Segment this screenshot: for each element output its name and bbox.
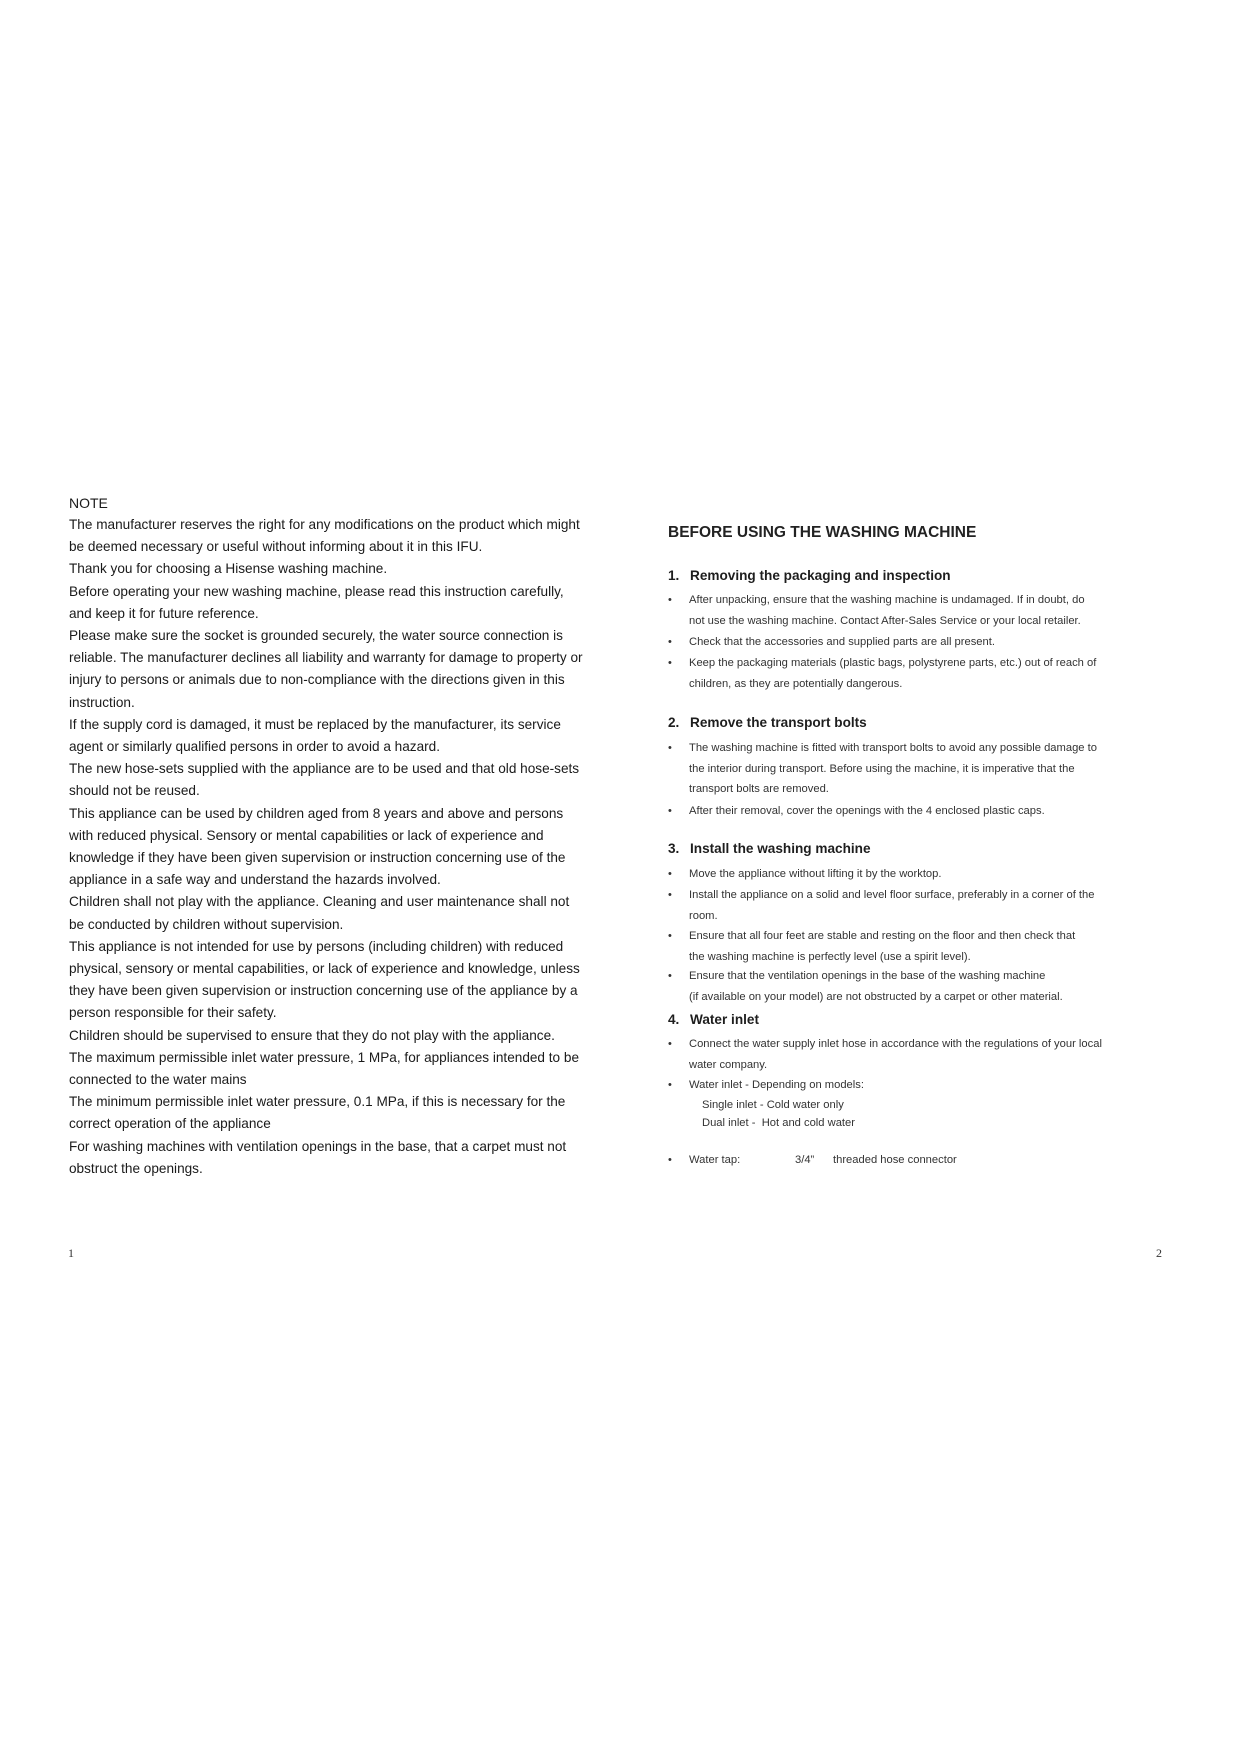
note-line: The minimum permissible inlet water pressure, 0.1 MPa, if this is necessary for the	[69, 1094, 566, 1110]
section-3-heading	[668, 841, 871, 856]
note-line: physical, sensory or mental capabilities, or lack of experience and knowledge, unless	[69, 961, 580, 977]
section-1-bullet-3: • Keep the packaging materials (plastic bags, polystyrene parts, etc.) out of reach of children, as they are potentially dangerous.	[668, 653, 1208, 694]
bullet-icon: •	[668, 657, 672, 669]
section-1-number: 1.	[668, 568, 680, 583]
section-4-bullet-2: • Water inlet - Depending on models: Single inlet - Cold water only Dual inlet - Hot and cold water	[668, 1075, 1208, 1132]
bullet-icon: •	[668, 930, 672, 942]
section-3-bullet-4: • Ensure that the ventilation openings in the base of the washing machine (if available on your model) are not obstructed by a carpet or other material.	[668, 966, 1208, 1007]
water-tap-size: 3/4”	[795, 1154, 815, 1166]
note-line: For washing machines with ventilation openings in the base, that a carpet must not	[69, 1138, 567, 1154]
note-line: This appliance is not intended for use by persons (including children) with reduced	[69, 938, 564, 954]
note-line: The manufacturer reserves the right for any modifications on the product which might	[69, 517, 580, 532]
note-line: reliable. The manufacturer declines all liability and warranty for damage to property or	[69, 650, 583, 666]
section-3-bullet-1: • Move the appliance without lifting it by the worktop.	[668, 864, 1208, 885]
section-2-bullet-1: • The washing machine is fitted with transport bolts to avoid any possible damage to the interior during transport. Before using the machine, it is imperative that the transport bolts are removed.	[668, 738, 1208, 800]
single-inlet-row: Single inlet - Cold water only	[702, 1098, 844, 1111]
page-number-left: 1	[68, 1246, 74, 1260]
note-line: be conducted by children without supervision.	[69, 916, 344, 932]
water-tap-connector: threaded hose connector	[833, 1154, 957, 1166]
note-line: appliance in a safe way and understand the hazards involved.	[69, 872, 441, 888]
bullet-icon: •	[668, 1038, 672, 1050]
bullet-icon: •	[668, 868, 672, 880]
bullet-icon: •	[668, 889, 672, 901]
section-4-heading	[668, 1012, 759, 1027]
note-line: should not be reused.	[69, 783, 200, 799]
section-2-title: Remove the transport bolts	[690, 715, 867, 730]
note-line: knowledge if they have been given supervision or instruction concerning use of the	[69, 850, 566, 866]
note-body	[69, 514, 609, 1180]
bullet-icon: •	[668, 970, 672, 982]
note-line: Before operating your new washing machine, please read this instruction carefully,	[69, 583, 564, 599]
note-line: Children should be supervised to ensure that they do not play with the appliance.	[69, 1027, 555, 1043]
section-1-heading	[668, 568, 951, 583]
section-3-number: 3.	[668, 841, 680, 856]
note-line: person responsible for their safety.	[69, 1005, 277, 1021]
section-3-bullet-2: • Install the appliance on a solid and level floor surface, preferably in a corner of the room.	[668, 885, 1208, 926]
note-line: This appliance can be used by children aged from 8 years and above and persons	[69, 805, 564, 821]
water-tap-label: Water tap:	[689, 1154, 741, 1166]
note-line: The new hose-sets supplied with the appliance are to be used and that old hose-sets	[69, 761, 580, 777]
section-2-bullet-2: • After their removal, cover the openings with the 4 enclosed plastic caps.	[668, 801, 1208, 822]
left-page	[69, 492, 609, 1180]
note-line: they have been given supervision or instruction concerning use of the appliance by a	[69, 983, 578, 999]
section-4-bullet-3	[668, 1150, 1208, 1171]
page-title: BEFORE USING THE WASHING MACHINE	[668, 524, 977, 541]
dual-inlet-row: Dual inlet - Hot and cold water	[702, 1116, 855, 1129]
bullet-icon: •	[668, 636, 672, 648]
note-line: correct operation of the appliance	[69, 1116, 271, 1132]
section-4-bullet-1: • Connect the water supply inlet hose in accordance with the regulations of your local water company.	[668, 1034, 1208, 1075]
section-2-number: 2.	[668, 715, 680, 730]
note-line: Children shall not play with the appliance. Cleaning and user maintenance shall not	[69, 894, 570, 910]
section-1-title: Removing the packaging and inspection	[690, 568, 951, 583]
section-1-bullet-2: • Check that the accessories and supplied parts are all present.	[668, 632, 1208, 653]
section-3-title: Install the washing machine	[690, 841, 871, 856]
note-line: connected to the water mains	[69, 1072, 247, 1088]
section-4-number: 4.	[668, 1012, 680, 1027]
note-line: instruction.	[69, 694, 135, 710]
section-4-title: Water inlet	[690, 1012, 759, 1027]
bullet-icon: •	[668, 742, 672, 754]
section-2-heading	[668, 715, 867, 730]
note-line: Thank you for choosing a Hisense washing machine.	[69, 561, 388, 577]
note-title: NOTE	[69, 495, 108, 511]
note-line: Please make sure the socket is grounded securely, the water source connection is	[69, 628, 563, 644]
note-line: injury to persons or animals due to non-compliance with the directions given in this	[69, 672, 565, 688]
note-line: and keep it for future reference.	[69, 605, 259, 621]
bullet-icon: •	[668, 1079, 672, 1091]
note-line: The maximum permissible inlet water pressure, 1 MPa, for appliances intended to be	[69, 1049, 580, 1065]
note-line: If the supply cord is damaged, it must be replaced by the manufacturer, its service	[69, 716, 561, 732]
right-page	[668, 524, 1208, 1166]
bullet-icon: •	[668, 594, 672, 606]
bullet-icon: •	[668, 1154, 672, 1166]
note-line: obstruct the openings.	[69, 1160, 203, 1176]
note-line: agent or similarly qualified persons in order to avoid a hazard.	[69, 739, 441, 755]
page-number-right: 2	[1156, 1246, 1162, 1260]
note-line: with reduced physical. Sensory or mental capabilities or lack of experience and	[69, 827, 544, 843]
bullet-icon: •	[668, 805, 672, 817]
section-1-bullet-1: • After unpacking, ensure that the washing machine is undamaged. If in doubt, do not use the washing machine. Contact After-Sales Service or your local retailer.	[668, 590, 1208, 631]
note-line: be deemed necessary or useful without informing about it in this IFU.	[69, 539, 483, 555]
section-3-bullet-3: • Ensure that all four feet are stable and resting on the floor and then check that the washing machine is perfectly level (use a spirit level).	[668, 926, 1208, 967]
